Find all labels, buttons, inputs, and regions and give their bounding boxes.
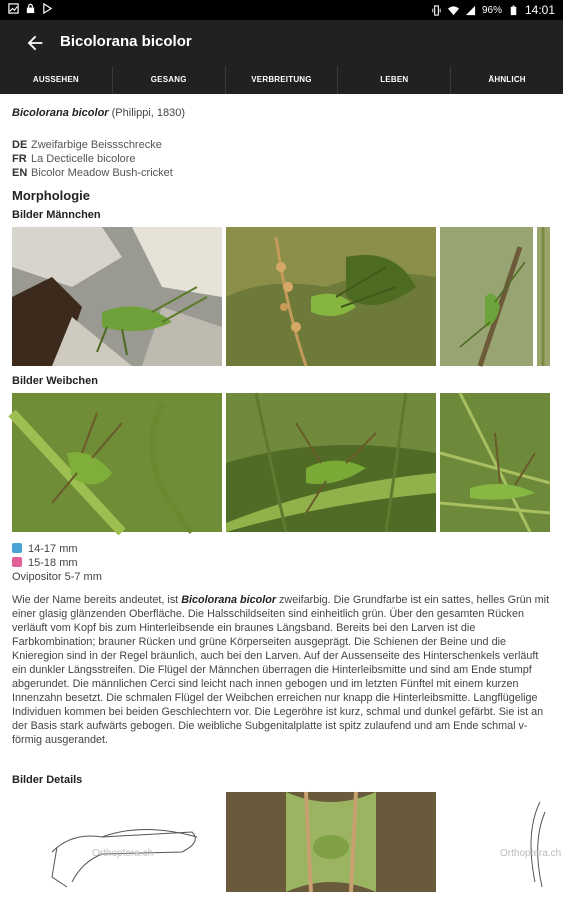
female-images-heading: Bilder Weibchen	[12, 375, 98, 387]
female-photo-3[interactable]	[440, 393, 550, 532]
status-bar	[0, 0, 563, 20]
tab-verbreitung[interactable]: VERBREITUNG	[226, 66, 339, 94]
author-citation: (Philippi, 1830)	[111, 107, 186, 119]
wifi-icon	[448, 5, 459, 16]
female-size-row	[12, 556, 102, 570]
male-images-heading: Bilder Männchen	[12, 209, 101, 221]
male-image-row[interactable]	[12, 227, 550, 366]
app-bar	[0, 20, 563, 66]
size-info	[12, 542, 102, 584]
play-store-notification-icon	[42, 3, 53, 14]
common-names	[12, 138, 173, 180]
ovipositor-size: Ovipositor 5-7 mm	[12, 571, 102, 583]
detail-watermark-1: Orthoptera.ch	[92, 848, 154, 859]
male-photo-1[interactable]	[12, 227, 222, 366]
common-name-en: EN Bicolor Meadow Bush-cricket	[12, 167, 173, 179]
detail-images-heading: Bilder Details	[12, 774, 83, 786]
common-name-fr: FR La Decticelle bicolore	[12, 153, 136, 165]
scientific-name: Bicolorana bicolor	[12, 107, 109, 119]
detail-drawing-3[interactable]	[440, 792, 562, 892]
female-icon	[12, 557, 22, 567]
male-size-row	[12, 542, 102, 556]
tab-gesang[interactable]: GESANG	[113, 66, 226, 94]
detail-drawing-1[interactable]	[12, 792, 222, 892]
tab-aehnlich[interactable]: ÄHNLICH	[488, 75, 526, 84]
image-notification-icon	[8, 3, 19, 14]
tab-leben[interactable]: LEBEN	[338, 66, 451, 94]
tab-bar	[0, 66, 563, 94]
description-species: Bicolorana bicolor	[181, 594, 277, 606]
scientific-name-line	[12, 107, 185, 119]
male-photo-2[interactable]	[226, 227, 436, 366]
common-name-de: DE Zweifarbige Beissschrecke	[12, 139, 162, 151]
tab-aussehen[interactable]: AUSSEHEN	[0, 66, 113, 94]
female-photo-1[interactable]	[12, 393, 222, 532]
back-arrow-icon[interactable]	[24, 32, 46, 54]
battery-icon	[508, 5, 519, 16]
detail-watermark-3: Orthoptera.ch	[500, 848, 562, 859]
clock: 14:01	[524, 3, 555, 17]
female-photo-2[interactable]	[226, 393, 436, 532]
female-image-row[interactable]	[12, 393, 550, 532]
lock-notification-icon	[25, 3, 36, 14]
morphology-heading: Morphologie	[12, 188, 90, 203]
male-photo-4[interactable]	[537, 227, 550, 366]
battery-percentage: 96%	[481, 4, 502, 16]
page-title: Bicolorana bicolor	[60, 33, 192, 50]
signal-icon	[465, 5, 476, 16]
male-size: 14-17 mm	[28, 543, 78, 555]
male-icon	[12, 543, 22, 553]
description-text: Wie der Name bereits andeutet, ist Bicolorana bicolor zweifarbig. Die Grundfarbe ist ein sattes, helles Grün mit einer glasig glänzenden Oberfläche. Die Halsschildseiten sind einheitlich grün. Über den gesamten Rücken verläuft vom Kopf bis zum Hinterleibsende ein braunes Längsband. Bereits bei den Larven ist die Farbkombination; brauner Rücken und grüne Körperseiten ausgeprägt. Die Schienen der Beine und die Knieregion sind in der Regel bräunlich, auch bei den Larven. Auf der Aussenseite des Hinterschenkels verläuft ein dunkler Längsstreifen. Die Flügel der Männchen überragen die Hinterleibsmitte und sind am Ende stumpf abgerundet. Die männlichen Cerci sind leicht nach innen gebogen und im letzten Fünftel mit einem kurzen Innenzahn besetzt. Die schmalen Flügel der Weibchen erreichen nur knapp die Hinterleibsmitte. Langflügelige Individuen kommen bei beiden Geschlechtern vor. Die Legeröhre ist kurz, schmal und dunkel gefärbt. Sie ist an der Basis stark aufwärts gebogen. Die weibliche Subgenitalplatte ist spitz zulaufend und am Ende schmal v-förmig ausgerandet.	[12, 594, 550, 746]
female-size: 15-18 mm	[28, 557, 78, 569]
male-photo-3[interactable]	[440, 227, 533, 366]
detail-photo-2[interactable]	[226, 792, 436, 892]
detail-image-row[interactable]	[12, 792, 562, 892]
vibrate-icon	[431, 5, 442, 16]
